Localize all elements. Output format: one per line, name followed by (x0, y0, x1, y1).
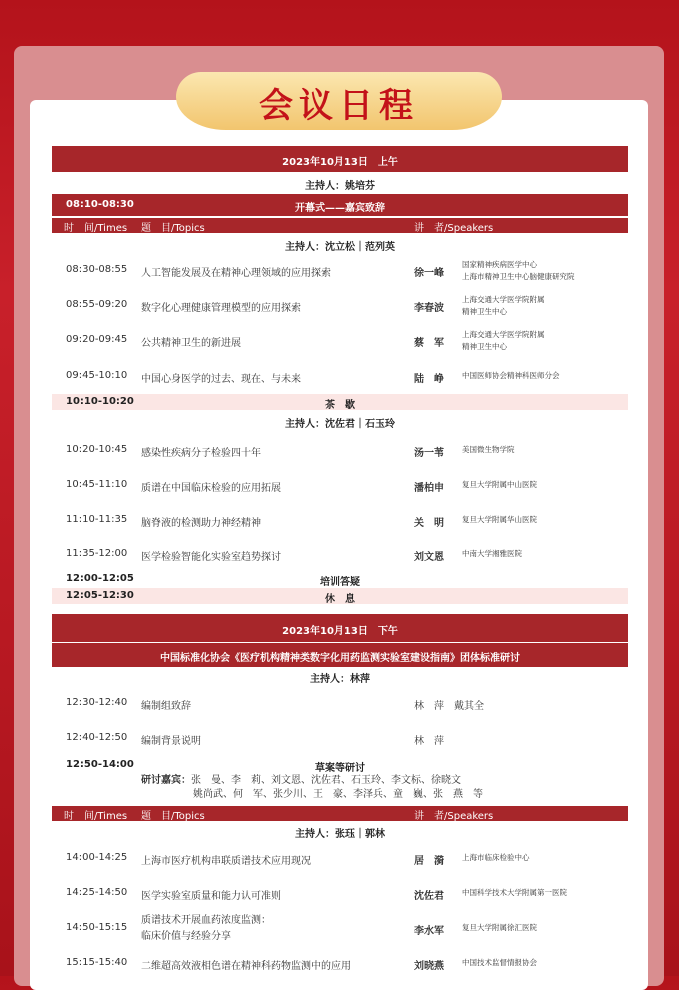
guests-label: 研讨嘉宾： (141, 775, 191, 786)
row-topic: 感染性疾病分子检验四十年 (141, 448, 261, 459)
row-time: 10:45-11:10 (66, 479, 128, 490)
row-time: 10:20-10:45 (66, 444, 128, 455)
row-speaker: 刘晓燕 (414, 961, 444, 972)
afternoon-date: 2023年10月13日 下午 (282, 626, 398, 637)
row-topic: 上海市医疗机构串联质谱技术应用现况 (141, 856, 311, 867)
afternoon-host: 主持人：林萍 (310, 674, 370, 685)
row-time: 12:30-12:40 (66, 697, 128, 708)
rest-row (52, 588, 628, 604)
row-time: 08:30-08:55 (66, 264, 128, 275)
row-time: 09:45-10:10 (66, 370, 128, 381)
draft-label: 草案等研讨 (315, 763, 365, 774)
row-time: 11:10-11:35 (66, 514, 128, 525)
guests-line-2: 姚尚武、何 军、张少川、王 豪、李泽兵、童 巍、张 燕 等 (193, 789, 483, 800)
column-header (52, 218, 628, 233)
col-time: 时 间/Times (64, 223, 128, 234)
row-topic: 脑脊液的检测助力神经精神 (141, 518, 261, 529)
col-speaker: 讲 者/Speakers (414, 223, 494, 234)
row-speaker: 关 明 (414, 518, 444, 529)
row-affiliation: 中南大学湘雅医院 (462, 549, 522, 558)
row-topic: 质谱技术开展血药浓度监测： 临床价值与经验分享 (141, 915, 271, 942)
draft-row (52, 759, 628, 773)
guests-line-1: 张 曼、李 莉、刘文恩、沈佐君、石玉玲、李文标、徐晓文 (191, 775, 461, 786)
row-speaker: 林 萍 戴其全 (414, 701, 484, 712)
session1-host: 主持人：沈立松｜范列英 (285, 242, 395, 253)
row-affiliation: 中国科学技术大学附属第一医院 (462, 888, 567, 897)
opening-time: 08:10-08:30 (66, 199, 134, 210)
col-speaker: 讲 者/Speakers (414, 811, 494, 822)
morning-host: 主持人：姚培芬 (305, 181, 375, 192)
opening-band (52, 194, 628, 216)
row-affiliation: 上海交通大学医学院附属 精神卫生中心 (462, 295, 545, 316)
rest-time: 12:05-12:30 (66, 590, 134, 601)
row-speaker: 潘柏申 (414, 483, 444, 494)
row-time: 14:25-14:50 (66, 887, 128, 898)
row-topic: 医学检验智能化实验室趋势探讨 (141, 552, 281, 563)
title-banner (176, 72, 502, 130)
row-topic: 质谱在中国临床检验的应用拓展 (141, 483, 281, 494)
row-topic: 人工智能发展及在精神心理领域的应用探索 (141, 268, 331, 279)
row-speaker: 徐一峰 (414, 268, 444, 279)
afternoon-subtitle: 中国标准化协会《医疗机构精神类数字化用药监测实验室建设指南》团体标准研讨 (160, 653, 520, 664)
session2-host: 主持人：沈佐君｜石玉玲 (285, 419, 395, 430)
morning-date: 2023年10月13日 上午 (282, 157, 398, 168)
row-time: 12:40-12:50 (66, 732, 128, 743)
col-time: 时 间/Times (64, 811, 128, 822)
row-affiliation: 中国医师协会精神科医师分会 (462, 371, 560, 380)
row-affiliation: 复旦大学附属徐汇医院 (462, 923, 537, 932)
column-header (52, 806, 628, 821)
qa-row (52, 573, 628, 587)
row-topic: 编制组致辞 (141, 701, 191, 712)
row-speaker: 李水军 (414, 926, 444, 937)
row-speaker: 沈佐君 (414, 891, 444, 902)
afternoon-date-band (52, 614, 628, 642)
row-speaker: 陆 峥 (414, 374, 444, 385)
opening-title: 开幕式——嘉宾致辞 (295, 203, 385, 214)
tea-label: 茶 歇 (325, 400, 355, 411)
row-affiliation: 上海市临床检验中心 (462, 853, 530, 862)
row-time: 14:50-15:15 (66, 922, 128, 933)
tea-time: 10:10-10:20 (66, 396, 134, 407)
row-speaker: 刘文恩 (414, 552, 444, 563)
row-topic: 数字化心理健康管理模型的应用探索 (141, 303, 301, 314)
row-affiliation: 美国微生物学院 (462, 445, 515, 454)
row-time: 14:00-14:25 (66, 852, 128, 863)
row-affiliation: 复旦大学附属华山医院 (462, 515, 537, 524)
row-speaker: 李春波 (414, 303, 444, 314)
row-topic: 编制背景说明 (141, 736, 201, 747)
tea-break-row (52, 394, 628, 410)
row-topic: 医学实验室质量和能力认可准则 (141, 891, 281, 902)
row-topic: 二维超高效液相色谱在精神科药物监测中的应用 (141, 961, 351, 972)
row-topic: 中国心身医学的过去、现在、与未来 (141, 374, 301, 385)
draft-time: 12:50-14:00 (66, 759, 134, 770)
row-speaker: 汤一苇 (414, 448, 444, 459)
row-speaker: 林 萍 (414, 736, 444, 747)
row-affiliation: 上海交通大学医学院附属 精神卫生中心 (462, 330, 545, 351)
row-affiliation: 复旦大学附属中山医院 (462, 480, 537, 489)
page-title: 会议日程 (259, 86, 419, 126)
row-time: 08:55-09:20 (66, 299, 128, 310)
col-topic: 题 目/Topics (141, 811, 205, 822)
row-topic: 公共精神卫生的新进展 (141, 338, 241, 349)
afternoon-subtitle-band (52, 643, 628, 667)
row-affiliation: 中国技术监督情报协会 (462, 958, 537, 967)
qa-time: 12:00-12:05 (66, 573, 134, 584)
row-time: 15:15-15:40 (66, 957, 128, 968)
row-affiliation: 国家精神疾病医学中心 上海市精神卫生中心脑健康研究院 (462, 260, 575, 281)
row-speaker: 居 漪 (414, 856, 444, 867)
session3-host: 主持人：张珏｜郭林 (295, 829, 385, 840)
guest-list (141, 774, 483, 802)
row-speaker: 蔡 军 (414, 338, 444, 349)
morning-date-band (52, 146, 628, 172)
row-time: 09:20-09:45 (66, 334, 128, 345)
rest-label: 休 息 (325, 594, 355, 605)
qa-label: 培训答疑 (320, 577, 360, 588)
col-topic: 题 目/Topics (141, 223, 205, 234)
row-time: 11:35-12:00 (66, 548, 128, 559)
